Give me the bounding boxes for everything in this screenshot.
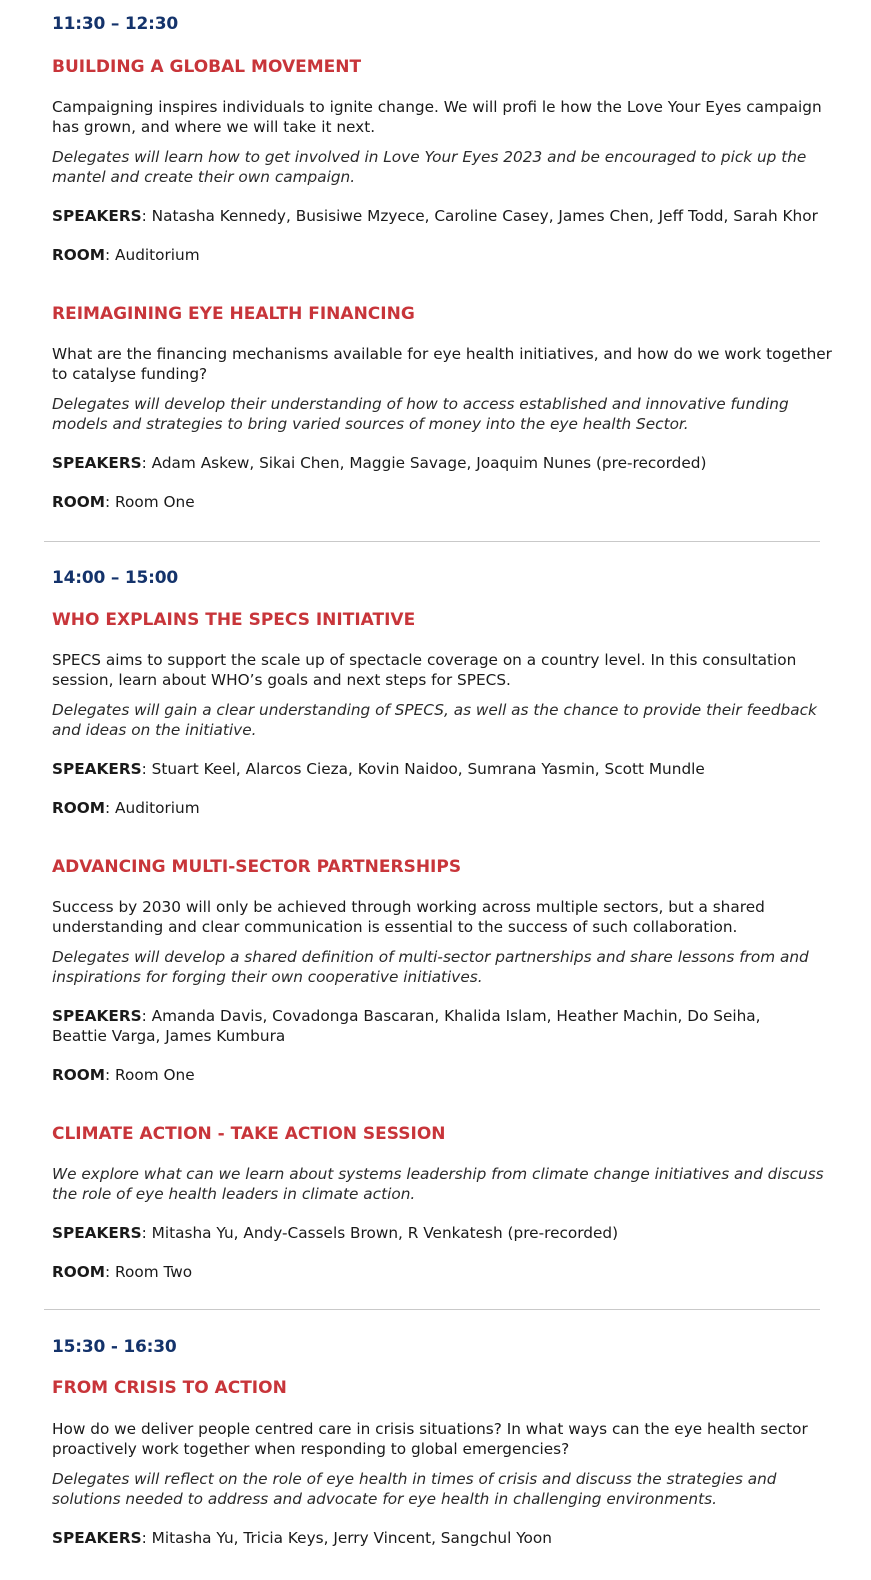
speakers-list: Mitasha Yu, Andy-Cassels Brown, R Venkatesh (pre-recorded) bbox=[151, 1224, 619, 1242]
room-label: ROOM bbox=[52, 799, 106, 817]
room-label: ROOM bbox=[52, 1263, 106, 1281]
speakers-list: Amanda Davis, Covadonga Bascaran, Khalida Islam, Heather Machin, Do Seiha, Beattie Varga, James Kumbura bbox=[52, 1007, 761, 1045]
session-description: How do we deliver people centred care in crisis situations? In what ways can the eye health sector proactively work together when responding to global emergencies? bbox=[52, 1420, 808, 1458]
room-value: Auditorium bbox=[115, 799, 200, 817]
section-divider bbox=[44, 541, 820, 542]
session-speakers: SPEAKERS: Natasha Kennedy, Busisiwe Mzyece, Caroline Casey, James Chen, Jeff Todd, Sarah Khor bbox=[52, 207, 818, 225]
session-delegates-note: Delegates will learn how to get involved in Love Your Eyes 2023 and be encouraged to pick up the mantel and create their own campaign. bbox=[52, 148, 807, 186]
speakers-list: Mitasha Yu, Tricia Keys, Jerry Vincent, Sangchul Yoon bbox=[151, 1529, 552, 1547]
session-speakers: SPEAKERS: Adam Askew, Sikai Chen, Maggie Savage, Joaquim Nunes (pre-recorded) bbox=[52, 454, 707, 472]
session-room: ROOM: Room One bbox=[52, 493, 195, 511]
session-delegates-note: Delegates will develop a shared definition of multi-sector partnerships and share lessons from and inspirations for forging their own cooperative initiatives. bbox=[52, 948, 809, 986]
speakers-label: SPEAKERS bbox=[52, 1224, 142, 1242]
session-room: ROOM: Room Two bbox=[52, 1263, 193, 1281]
session-room: ROOM: Auditorium bbox=[52, 246, 200, 264]
room-label: ROOM bbox=[52, 246, 106, 264]
speakers-list: Adam Askew, Sikai Chen, Maggie Savage, Joaquim Nunes (pre-recorded) bbox=[151, 454, 707, 472]
speakers-label: SPEAKERS bbox=[52, 207, 142, 225]
room-value: Room One bbox=[115, 493, 195, 511]
time-slot-3: 15:30 - 16:30 bbox=[52, 1337, 177, 1357]
session-title-crisis-to-action: FROM CRISIS TO ACTION bbox=[52, 1378, 287, 1398]
room-value: Room Two bbox=[115, 1263, 193, 1281]
room-label: ROOM bbox=[52, 1066, 106, 1084]
session-room: ROOM: Room One bbox=[52, 1066, 195, 1084]
session-title-multi-sector-partnerships: ADVANCING MULTI-SECTOR PARTNERSHIPS bbox=[52, 857, 462, 877]
session-delegates-note: Delegates will develop their understanding of how to access established and innovative funding models and strategies to bring varied sources of money into the eye health Sector. bbox=[52, 395, 789, 433]
session-speakers: SPEAKERS: Amanda Davis, Covadonga Bascaran, Khalida Islam, Heather Machin, Do Seiha, Beattie Varga, James Kumbura bbox=[52, 1007, 761, 1045]
session-description: What are the financing mechanisms available for eye health initiatives, and how do we work together to catalyse funding? bbox=[52, 345, 832, 383]
speakers-list: Stuart Keel, Alarcos Cieza, Kovin Naidoo, Sumrana Yasmin, Scott Mundle bbox=[151, 760, 705, 778]
section-divider bbox=[44, 1309, 820, 1310]
session-title-specs-initiative: WHO EXPLAINS THE SPECS INITIATIVE bbox=[52, 610, 416, 630]
time-slot-2: 14:00 – 15:00 bbox=[52, 568, 178, 588]
speakers-label: SPEAKERS bbox=[52, 760, 142, 778]
session-title-building-global-movement: BUILDING A GLOBAL MOVEMENT bbox=[52, 57, 362, 77]
speakers-label: SPEAKERS bbox=[52, 1529, 142, 1547]
session-description: SPECS aims to support the scale up of spectacle coverage on a country level. In this consultation session, learn about WHO’s goals and next steps for SPECS. bbox=[52, 651, 797, 689]
session-delegates-note: Delegates will gain a clear understanding of SPECS, as well as the chance to provide their feedback and ideas on the initiative. bbox=[52, 701, 817, 739]
session-speakers: SPEAKERS: Stuart Keel, Alarcos Cieza, Kovin Naidoo, Sumrana Yasmin, Scott Mundle bbox=[52, 760, 705, 778]
session-delegates-note: We explore what can we learn about systems leadership from climate change initiatives and discuss the role of eye health leaders in climate action. bbox=[52, 1165, 824, 1203]
time-slot-1: 11:30 – 12:30 bbox=[52, 14, 178, 34]
session-speakers: SPEAKERS: Mitasha Yu, Tricia Keys, Jerry Vincent, Sangchul Yoon bbox=[52, 1529, 552, 1547]
speakers-list: Natasha Kennedy, Busisiwe Mzyece, Caroline Casey, James Chen, Jeff Todd, Sarah Khor bbox=[151, 207, 818, 225]
room-label: ROOM bbox=[52, 493, 106, 511]
room-value: Room One bbox=[115, 1066, 195, 1084]
session-speakers: SPEAKERS: Mitasha Yu, Andy-Cassels Brown, R Venkatesh (pre-recorded) bbox=[52, 1224, 619, 1242]
session-description: Success by 2030 will only be achieved through working across multiple sectors, but a shared understanding and clear communication is essential to the success of such collaboration. bbox=[52, 898, 765, 936]
session-title-climate-action: CLIMATE ACTION - TAKE ACTION SESSION bbox=[52, 1124, 446, 1144]
room-value: Auditorium bbox=[115, 246, 200, 264]
speakers-label: SPEAKERS bbox=[52, 1007, 142, 1025]
session-description: Campaigning inspires individuals to ignite change. We will profi le how the Love Your Eyes campaign has grown, and where we will take it next. bbox=[52, 98, 822, 136]
speakers-label: SPEAKERS bbox=[52, 454, 142, 472]
session-delegates-note: Delegates will reflect on the role of eye health in times of crisis and discuss the strategies and solutions needed to address and advocate for eye health in challenging environments. bbox=[52, 1470, 777, 1508]
session-room: ROOM: Auditorium bbox=[52, 799, 200, 817]
session-title-eye-health-financing: REIMAGINING EYE HEALTH FINANCING bbox=[52, 304, 415, 324]
